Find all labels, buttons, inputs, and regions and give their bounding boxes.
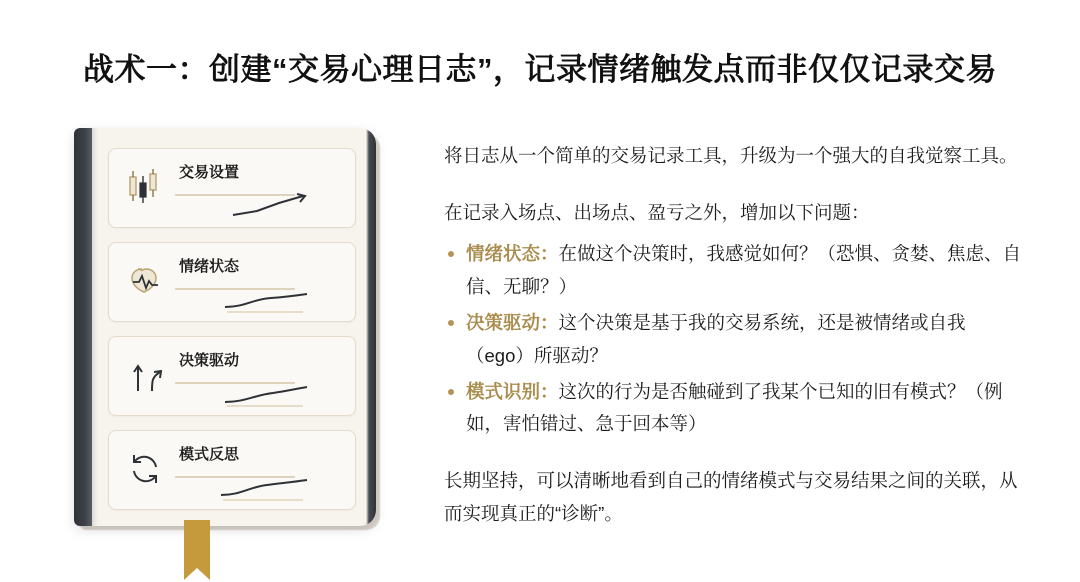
- journal-card-decision-driver: [108, 336, 356, 416]
- journal-card-pattern-reflection: [108, 430, 356, 510]
- card-line-art: [175, 189, 345, 219]
- notebook-spine-shading: [92, 128, 98, 526]
- list-item: [444, 307, 1024, 373]
- question-list: [444, 238, 1024, 442]
- notebook: [74, 128, 376, 526]
- closing-paragraph: 长期坚持，可以清晰地看到自己的情绪模式与交易结果之间的关联，从而实现真正的“诊断”。: [444, 470, 1018, 525]
- ribbon-bookmark: [184, 520, 210, 568]
- journal-card-trade-setup: [108, 148, 356, 228]
- candlestick-chart-icon: [121, 163, 169, 211]
- journal-card-list: [108, 148, 356, 524]
- journal-card-label: 情绪状态: [179, 258, 240, 275]
- brain-heart-icon: [121, 257, 169, 305]
- journal-illustration: [62, 128, 402, 558]
- bullet-term: 模式识别：: [466, 380, 559, 402]
- lead-in-paragraph: 在记录入场点、出场点、盈亏之外，增加以下问题：: [444, 201, 870, 223]
- bullet-term: 决策驱动：: [466, 311, 559, 333]
- card-line-art: [175, 471, 345, 501]
- journal-card-label: 交易设置: [179, 164, 240, 181]
- bullet-text: 在做这个决策时，我感觉如何？（恐惧、贪婪、焦虑、自信、无聊？）: [466, 242, 1022, 297]
- bullet-text: 这次的行为是否触碰到了我某个已知的旧有模式？（例如，害怕错过、急于回本等）: [466, 380, 1003, 435]
- list-item: [444, 238, 1024, 304]
- intro-paragraph: 将日志从一个简单的交易记录工具，升级为一个强大的自我觉察工具。: [444, 145, 1018, 166]
- content-column: [444, 140, 1024, 555]
- notebook-spine: [74, 128, 92, 526]
- list-item: [444, 376, 1024, 442]
- journal-card-label: 模式反思: [179, 446, 240, 463]
- card-line-art: [175, 377, 345, 407]
- refresh-cycle-icon: [121, 445, 169, 493]
- card-line-art: [175, 283, 345, 313]
- notebook-edge: [366, 128, 376, 526]
- decision-arrows-icon: [121, 351, 169, 399]
- journal-card-emotional-state: [108, 242, 356, 322]
- bullet-text: 这个决策是基于我的交易系统，还是被情绪或自我（ego）所驱动？: [466, 311, 966, 366]
- bullet-term: 情绪状态：: [466, 242, 559, 264]
- page-title: 战术一：创建“交易心理日志”，记录情绪触发点而非仅仅记录交易: [83, 52, 997, 87]
- journal-card-label: 决策驱动: [179, 352, 240, 369]
